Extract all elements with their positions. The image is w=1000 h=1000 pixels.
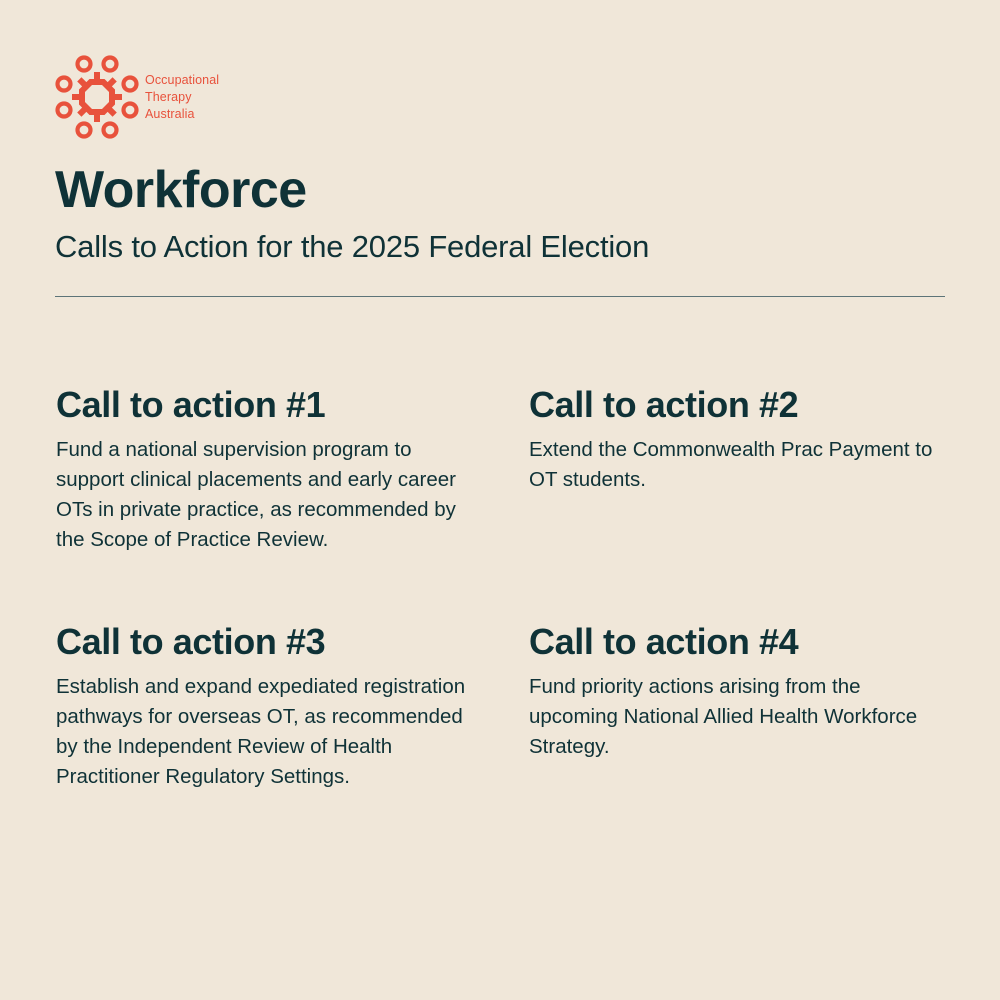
page-subtitle: Calls to Action for the 2025 Federal Election [55,229,650,264]
brand-name-line-3: Australia [145,106,195,121]
call-to-action-heading: Call to action #1 [56,384,326,425]
call-to-action-body: Fund priority actions arising from the upcoming National Allied Health Workforce Strategy. [529,675,918,758]
brand-name-line-2: Therapy [145,89,192,104]
call-to-action-body: Fund a national supervision program to support clinical placements and early career OTs in private practice, as recommended by the Scope of Practice Review. [56,438,456,551]
brand-name [145,72,219,123]
call-to-action-body: Extend the Commonwealth Prac Payment to OT students. [529,438,933,491]
page-title: Workforce [55,161,307,219]
ota-cog-logo-icon [54,54,140,140]
brand-logo [54,54,219,140]
call-to-action-card-4 [529,620,949,762]
call-to-action-card-3 [56,620,476,792]
call-to-action-card-1 [56,383,476,555]
header-divider [55,296,945,297]
call-to-action-heading: Call to action #4 [529,621,799,662]
call-to-action-heading: Call to action #3 [56,621,326,662]
call-to-action-card-2 [529,383,949,495]
call-to-action-heading: Call to action #2 [529,384,799,425]
brand-name-line-1: Occupational [145,72,220,87]
call-to-action-body: Establish and expand expediated registration pathways for overseas OT, as recommended by the Independent Review of Health Practitioner Regulatory Settings. [56,675,466,788]
